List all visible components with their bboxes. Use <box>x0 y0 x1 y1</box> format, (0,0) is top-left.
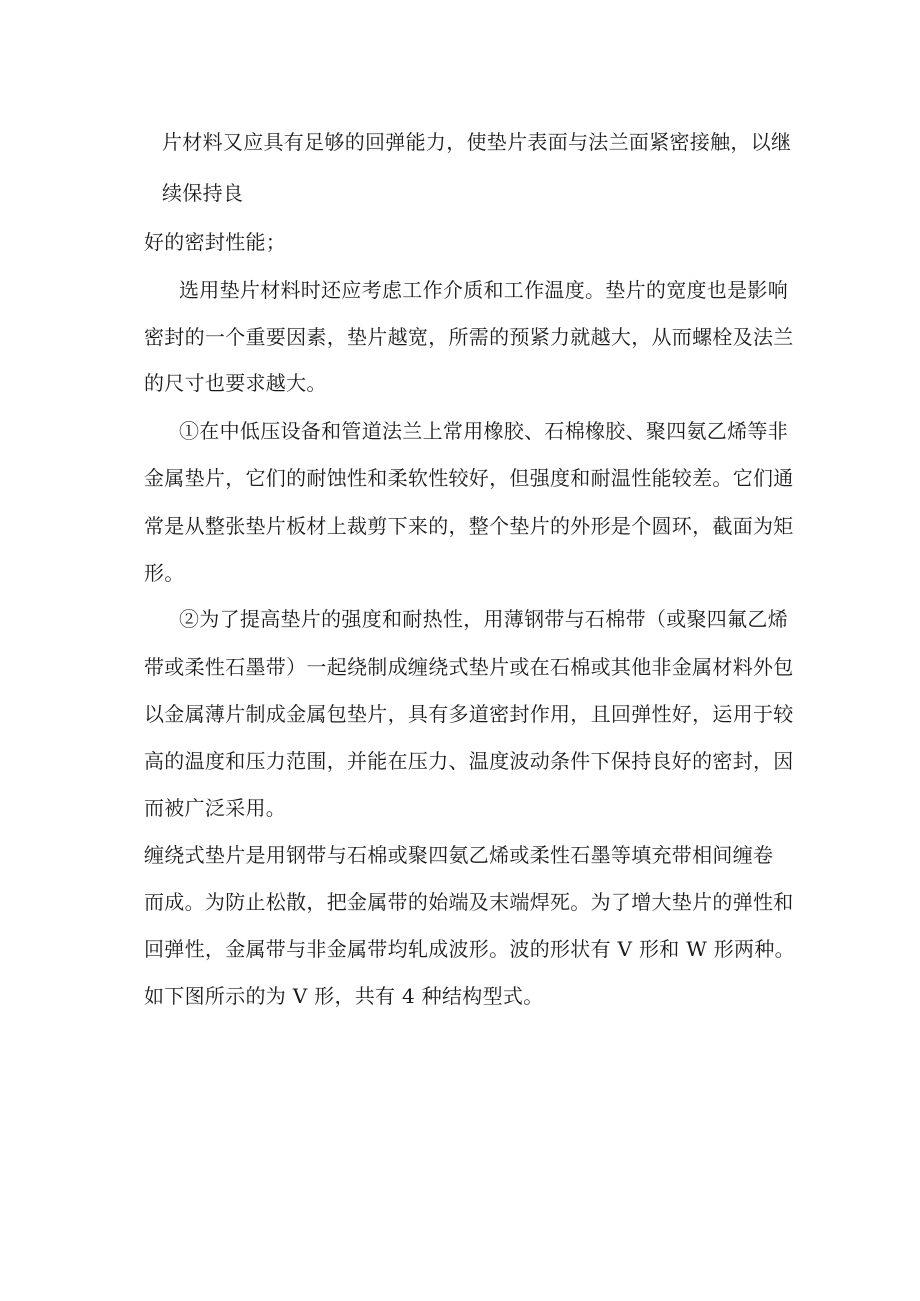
text-line: 形。 <box>144 561 185 585</box>
text-line: 金属垫片，它们的耐蚀性和柔软性较好，但强度和耐温性能较差。它们通 <box>144 466 794 490</box>
text-line: 带或柔性石墨带）一起绕制成缠绕式垫片或在石棉或其他非金属材料外包 <box>144 655 794 679</box>
text-line: 片材料又应具有足够的回弹能力，使垫片表面与法兰面紧密接触，以继 <box>162 130 792 154</box>
text-line: 常是从整张垫片板材上裁剪下来的，整个垫片的外形是个圆环，截面为矩 <box>144 514 794 538</box>
text-line: 缠绕式垫片是用钢带与石棉或聚四氨乙烯或柔性石墨等填充带相间缠卷 <box>144 843 774 867</box>
text-line: 高的温度和压力范围，并能在压力、温度波动条件下保持良好的密封，因 <box>144 749 794 773</box>
text-line: 密封的一个重要因素，垫片越宽，所需的预紧力就越大，从而螺栓及法兰 <box>144 325 794 349</box>
text-line: ①在中低压设备和管道法兰上常用橡胶、石棉橡胶、聚四氨乙烯等非 <box>179 419 788 443</box>
text-line: 以金属薄片制成金属包垫片，具有多道密封作用，且回弹性好，运用于较 <box>144 702 794 726</box>
text-line: 选用垫片材料时还应考虑工作介质和工作温度。垫片的宽度也是影响 <box>179 278 788 302</box>
text-line: 的尺寸也要求越大。 <box>144 371 327 395</box>
text-line: 而被广泛采用。 <box>144 796 287 820</box>
text-line: 回弹性，金属带与非金属带均轧成波形。波的形状有 V 形和 W 形两种。 <box>144 937 795 961</box>
text-line: 如下图所示的为 V 形，共有 4 种结构型式。 <box>144 984 544 1008</box>
text-line: ②为了提高垫片的强度和耐热性，用薄钢带与石棉带（或聚四氟乙烯 <box>179 607 788 631</box>
text-line: 好的密封性能； <box>144 230 287 254</box>
text-line: 续保持良 <box>162 181 244 205</box>
text-line: 而成。为防止松散，把金属带的始端及末端焊死。为了增大垫片的弹性和 <box>144 890 794 914</box>
